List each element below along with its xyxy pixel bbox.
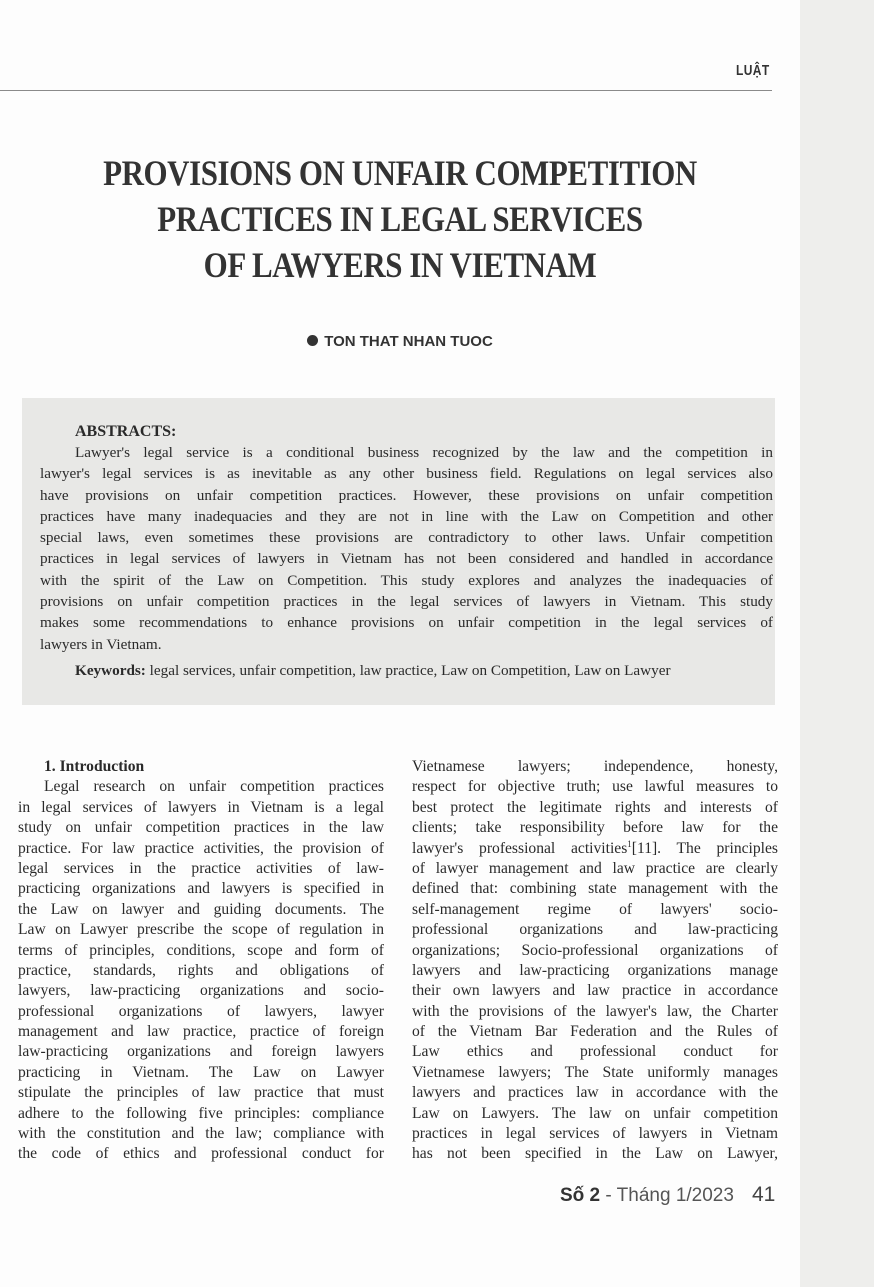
text-line: in legal services of lawyers in Vietnam is a legal — [18, 798, 384, 816]
body-column-right — [412, 757, 778, 1165]
text-line: Law ethics and professional conduct for — [412, 1043, 778, 1061]
keywords-label: Keywords: — [75, 662, 146, 679]
text-line — [412, 839, 778, 859]
author-name: TON THAT NHAN TUOC — [324, 333, 493, 350]
text-line: has not been specified in the Law on Lawyer, — [412, 1145, 778, 1163]
text-line: adhere to the following five principles: compliance — [18, 1104, 384, 1122]
text-line: study on unfair competition practices in the law — [18, 819, 384, 837]
page-number: 41 — [751, 1183, 776, 1206]
text-line: with the spirit of the Law on Competition. This study explores and analyzes the inadequacies of — [40, 571, 773, 589]
text-line: lawyers, law-practicing organizations and socio- — [18, 982, 384, 1000]
text-line: Lawyer's legal service is a conditional business recognized by the law and the competition in — [75, 444, 773, 461]
abstract-text — [40, 442, 773, 655]
section-heading: 1. Introduction — [44, 758, 145, 775]
text-line: practice. For law practice activities, the provision of — [18, 839, 384, 857]
text-line: the Law on lawyer and guiding documents. The — [18, 900, 384, 918]
footer-separator: - — [600, 1185, 617, 1206]
abstract-box — [22, 398, 775, 705]
issue-date: Tháng 1/2023 — [616, 1185, 734, 1206]
text-line: Legal research on unfair competition practices — [44, 778, 384, 796]
text-line: the code of ethics and professional conduct for — [18, 1145, 384, 1163]
text-line: legal services in the practice activities of law- — [18, 859, 384, 877]
text-line: stipulate the principles of law practice that must — [18, 1084, 384, 1102]
text-line: respect for objective truth; use lawful measures to — [412, 778, 778, 796]
text-fragment: lawyer's professional activities — [412, 839, 628, 857]
text-line: with the provisions of the lawyer's law, the Charter — [412, 1002, 778, 1020]
author-byline — [0, 333, 800, 350]
text-line: Law on Lawyer prescribe the scope of regulation in — [18, 921, 384, 939]
title-line: PROVISIONS ON UNFAIR COMPETITION — [103, 153, 697, 193]
text-line: best protect the legitimate rights and interests of — [412, 798, 778, 816]
text-line: have provisions on unfair competition practices. However, these provisions on unfair competition — [40, 486, 773, 504]
issue-number: Số 2 — [560, 1185, 601, 1206]
title-line: PRACTICES IN LEGAL SERVICES — [157, 199, 643, 239]
keywords — [75, 662, 671, 680]
text-line: Vietnamese lawyers; The State uniformly manages — [412, 1063, 778, 1081]
page-footer — [560, 1183, 775, 1207]
body-text-left — [18, 777, 384, 1164]
text-line: defined that: combining state management with the — [412, 880, 778, 898]
text-line: makes some recommendations to enhance provisions on unfair competition in the legal services of — [40, 614, 773, 632]
text-line: Vietnamese lawyers; independence, honesty, — [412, 758, 778, 775]
text-line: professional organizations of lawyers, lawyer — [18, 1002, 384, 1020]
text-line: provisions on unfair competition practices in the legal services of lawyers in Vietnam. This study — [40, 593, 773, 611]
text-line: practicing organizations and lawyers is specified in — [18, 880, 384, 898]
text-line: organizations; Socio-professional organizations of — [412, 941, 778, 959]
text-line: practices in legal services of lawyers in Vietnam has not been considered and handled in accordance — [40, 550, 773, 568]
text-line: practice, standards, rights and obligations of — [18, 961, 384, 979]
keywords-list: legal services, unfair competition, law practice, Law on Competition, Law on Lawyer — [145, 662, 671, 679]
text-line: professional organizations and law-practicing — [412, 921, 778, 939]
text-line: lawyers in Vietnam. — [40, 635, 162, 653]
text-line: practices have many inadequacies and they are not in line with the Law on Competition and other — [40, 507, 773, 525]
text-line: their own lawyers and law practice in accordance — [412, 982, 778, 1000]
header-rule — [0, 90, 772, 91]
article-title — [0, 150, 800, 288]
text-line: special laws, even sometimes these provisions are contradictory to other laws. Unfair competition — [40, 529, 773, 547]
text-line: terms of principles, conditions, scope and form of — [18, 941, 384, 959]
text-line: law-practicing organizations and foreign lawyers — [18, 1043, 384, 1061]
text-line: lawyers and law-practicing organizations manage — [412, 961, 778, 979]
text-line: Law on Lawyers. The law on unfair competition — [412, 1104, 778, 1122]
abstract-heading: ABSTRACTS: — [75, 423, 177, 440]
page-edge-strip — [800, 0, 874, 1287]
text-line: practicing in Vietnam. The Law on Lawyer — [18, 1063, 384, 1081]
text-line: of lawyer management and law practice are clearly — [412, 859, 778, 877]
text-line: management and law practice, practice of foreign — [18, 1023, 384, 1041]
bullet-icon — [307, 335, 318, 346]
citation: [11]. The principles — [631, 839, 778, 857]
text-line: with the constitution and the law; compliance with — [18, 1125, 384, 1143]
text-line: lawyer's legal services is as inevitable as any other business field. Regulations on legal services also — [40, 465, 773, 483]
section-label: LUẬT — [736, 62, 770, 79]
title-line: OF LAWYERS IN VIETNAM — [203, 245, 597, 285]
body-column-left — [18, 757, 384, 1165]
footnote-marker[interactable]: 1 — [627, 838, 632, 849]
text-line: of the Vietnam Bar Federation and the Rules of — [412, 1023, 778, 1041]
text-line: lawyers and practices law in accordance with the — [412, 1084, 778, 1102]
body-text-right — [412, 757, 778, 1165]
text-line: self-management regime of lawyers' socio- — [412, 900, 778, 918]
text-line: clients; take responsibility before law for the — [412, 819, 778, 837]
text-line: practices in legal services of lawyers in Vietnam — [412, 1125, 778, 1143]
